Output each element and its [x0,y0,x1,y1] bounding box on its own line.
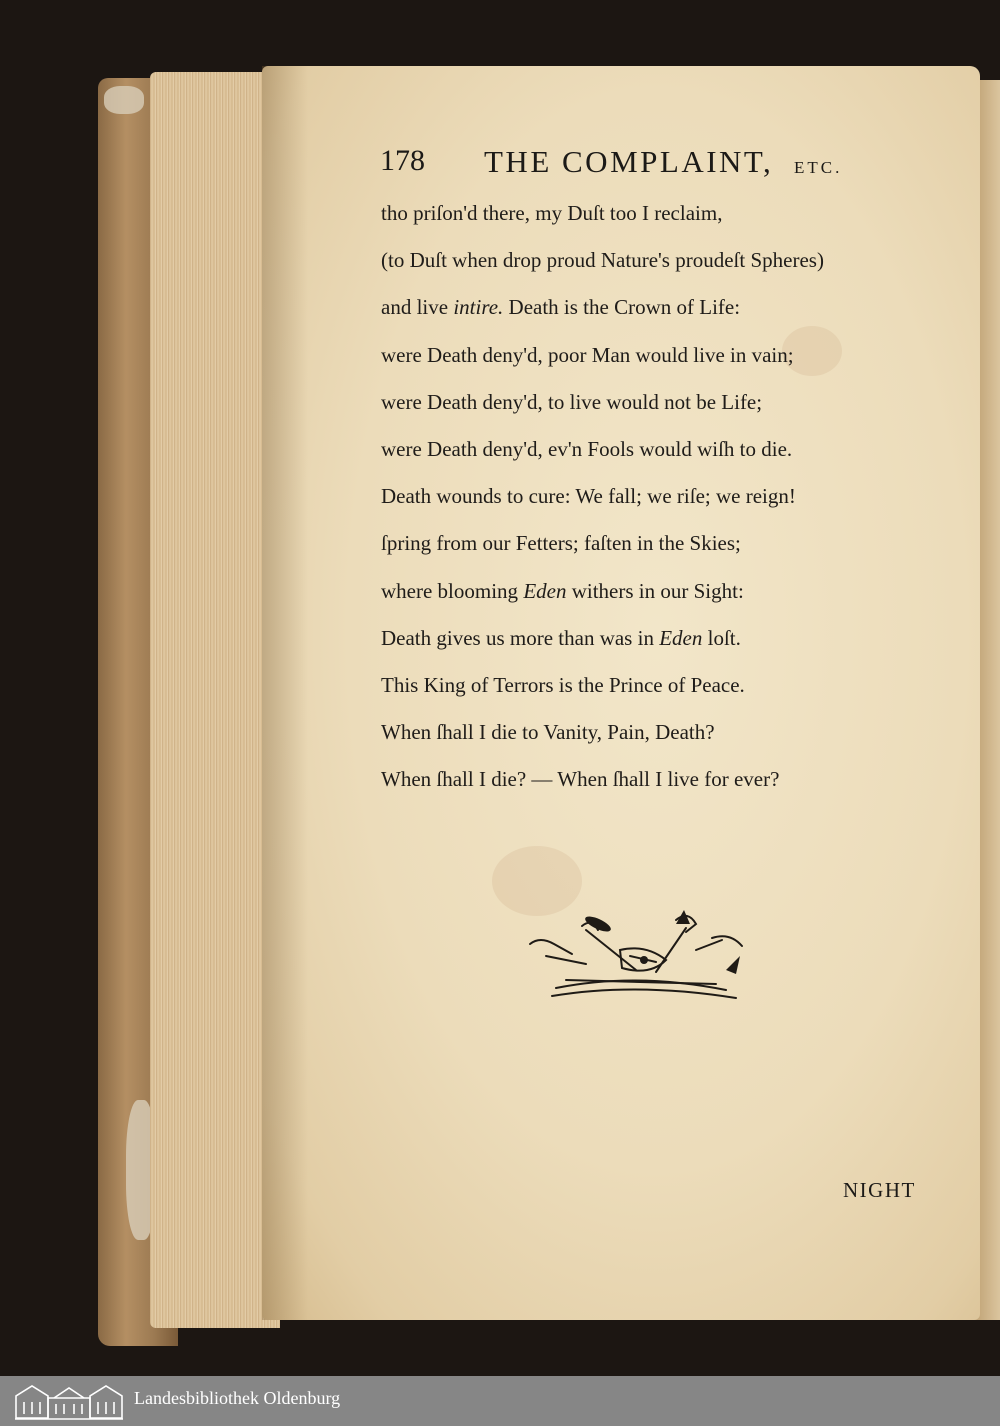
poem-line: When ſhall I die? — When ſhall I live for ever? [381,767,780,792]
page-edges [150,72,280,1328]
catchword: NIGHT [843,1178,916,1202]
poem-line-end: Death is the Crown of Life: [503,295,741,320]
poem-line-start: Death gives us more than was in [381,625,660,650]
poem-line: (to Duſt when drop proud Nature's proudeſt Spheres) [381,248,824,273]
poem-line: This King of Terrors is the Prince of Peace. [381,672,745,697]
poem-line [381,619,881,666]
poem-italic-word: Eden [523,578,567,603]
poem-line: ſpring from our Fetters; faſten in the Skies; [381,531,741,556]
poem-line: When ſhall I die to Vanity, Pain, Death? [381,720,715,745]
poem-line-end: loſt. [702,625,741,650]
poem-italic-word: intire. [453,295,504,320]
poem-line-end: withers in our Sight: [566,578,744,603]
poem-line: were Death deny'd, to live would not be Life; [381,389,763,414]
page-gutter-shadow [262,66,308,1320]
paper-stain [492,846,582,916]
library-building-logo-icon [14,1382,124,1420]
library-name: Landesbibliothek Oldenburg [134,1388,341,1408]
poem-text [381,194,881,807]
running-title: THE COMPLAINT, [484,144,774,179]
running-header [380,140,880,186]
poem-line-start: and live [381,295,454,320]
footer-bar [0,1376,1000,1426]
poem-italic-word: Eden [659,625,703,650]
poem-line: Death wounds to cure: We fall; we riſe; we reign! [381,484,796,509]
poem-line: tho priſon'd there, my Duſt too I reclaim, [381,201,723,225]
poem-line [381,288,881,335]
poem-line: were Death deny'd, poor Man would live in vain; [381,342,794,367]
poem-line [381,572,881,619]
page-number: 178 [380,144,425,177]
woodcut-vignette-icon [526,910,752,1002]
running-title-etc: ETC. [794,158,843,177]
poem-line-start: where blooming [381,578,524,603]
cover-wear-spot [104,86,144,114]
poem-line: were Death deny'd, ev'n Fools would wiſh to die. [381,436,793,461]
